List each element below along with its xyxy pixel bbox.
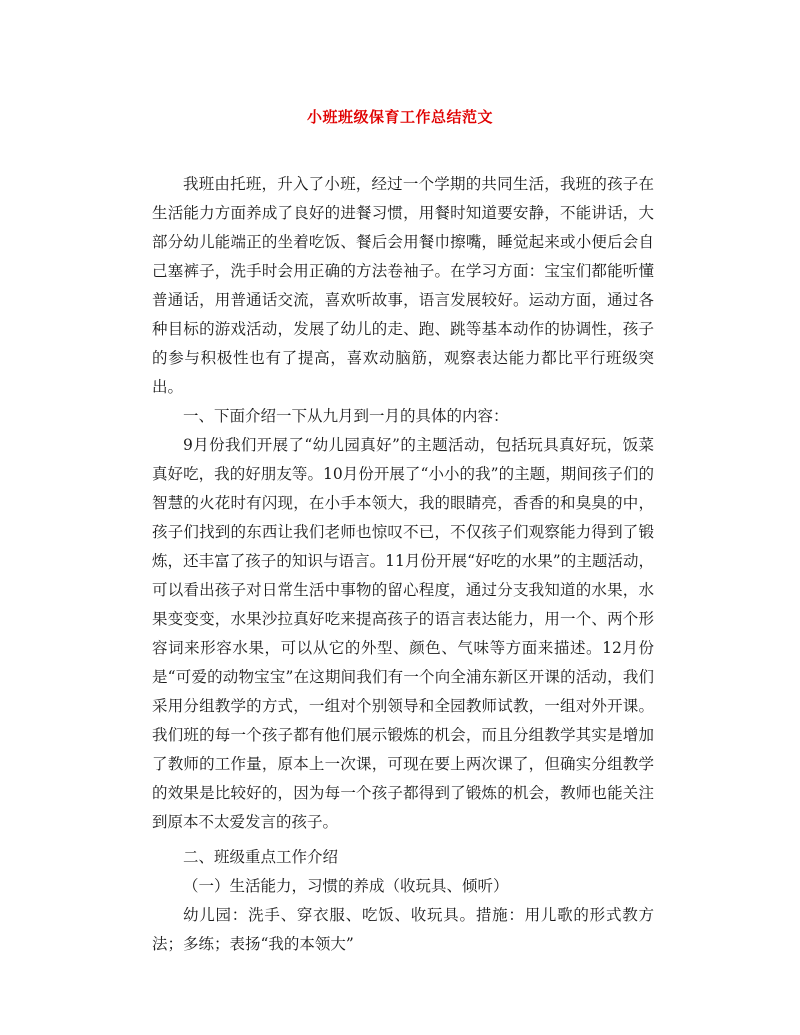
- paragraph-section-2-heading: 二、班级重点工作介绍: [183, 848, 339, 866]
- document-body: [152, 170, 654, 959]
- paragraph-kindergarten-measures: 幼儿园：洗手、穿衣服、吃饭、收玩具。措施：用儿歌的形式教方法；多练；表扬“我的本领大”: [152, 906, 654, 953]
- paragraph-section-1-heading: 一、下面介绍一下从九月到一月的具体的内容：: [183, 407, 509, 425]
- paragraph-class-overview: 我班由托班，升入了小班，经过一个学期的共同生活，我班的孩子在生活能力方面养成了良好的进餐习惯，用餐时知道要安静，不能讲话，大部分幼儿能端正的坐着吃饭、餐后会用餐巾擦嘴，睡觉起来或小便后会自己塞裤子，洗手时会用正确的方法卷袖子。在学习方面：宝宝们都能听懂普通话，用普通话交流，喜欢听故事，语言发展较好。运动方面，通过各种目标的游戏活动，发展了幼儿的走、跑、跳等基本动作的协调性，孩子的参与积极性也有了提高，喜欢动脑筋，观察表达能力都比平行班级突出。: [152, 175, 654, 396]
- paragraph-subsection-1-heading: （一）生活能力，习惯的养成（收玩具、倾听）: [183, 877, 509, 895]
- paragraph-monthly-themes: 9月份我们开展了“幼儿园真好”的主题活动，包括玩具真好玩，饭菜真好吃，我的好朋友等。10月份开展了“小小的我”的主题，期间孩子们的智慧的火花时有闪现，在小手本领大，我的眼睛亮，香香的和臭臭的中，孩子们找到的东西让我们老师也惊叹不已，不仅孩子们观察能力得到了锻炼，还丰富了孩子的知识与语言。11月份开展“好吃的水果”的主题活动，可以看出孩子对日常生活中事物的留心程度，通过分支我知道的水果，水果变变变，水果沙拉真好吃来提高孩子的语言表达能力，用一个、两个形容词来形容水果，可以从它的外型、颜色、气味等方面来描述。12月份是“可爱的动物宝宝”在这期间我们有一个向全浦东新区开课的活动，我们采用分组教学的方式，一组对个别领导和全园教师试教，一组对外开课。我们班的每一个孩子都有他们展示锻炼的机会，而且分组教学其实是增加了教师的工作量，原本上一次课，可现在要上两次课了，但确实分组教学的效果是比较好的，因为每一个孩子都得到了锻炼的机会，教师也能关注到原本不太爱发言的孩子。: [152, 436, 654, 831]
- document-title: 小班班级保育工作总结范文: [306, 108, 493, 126]
